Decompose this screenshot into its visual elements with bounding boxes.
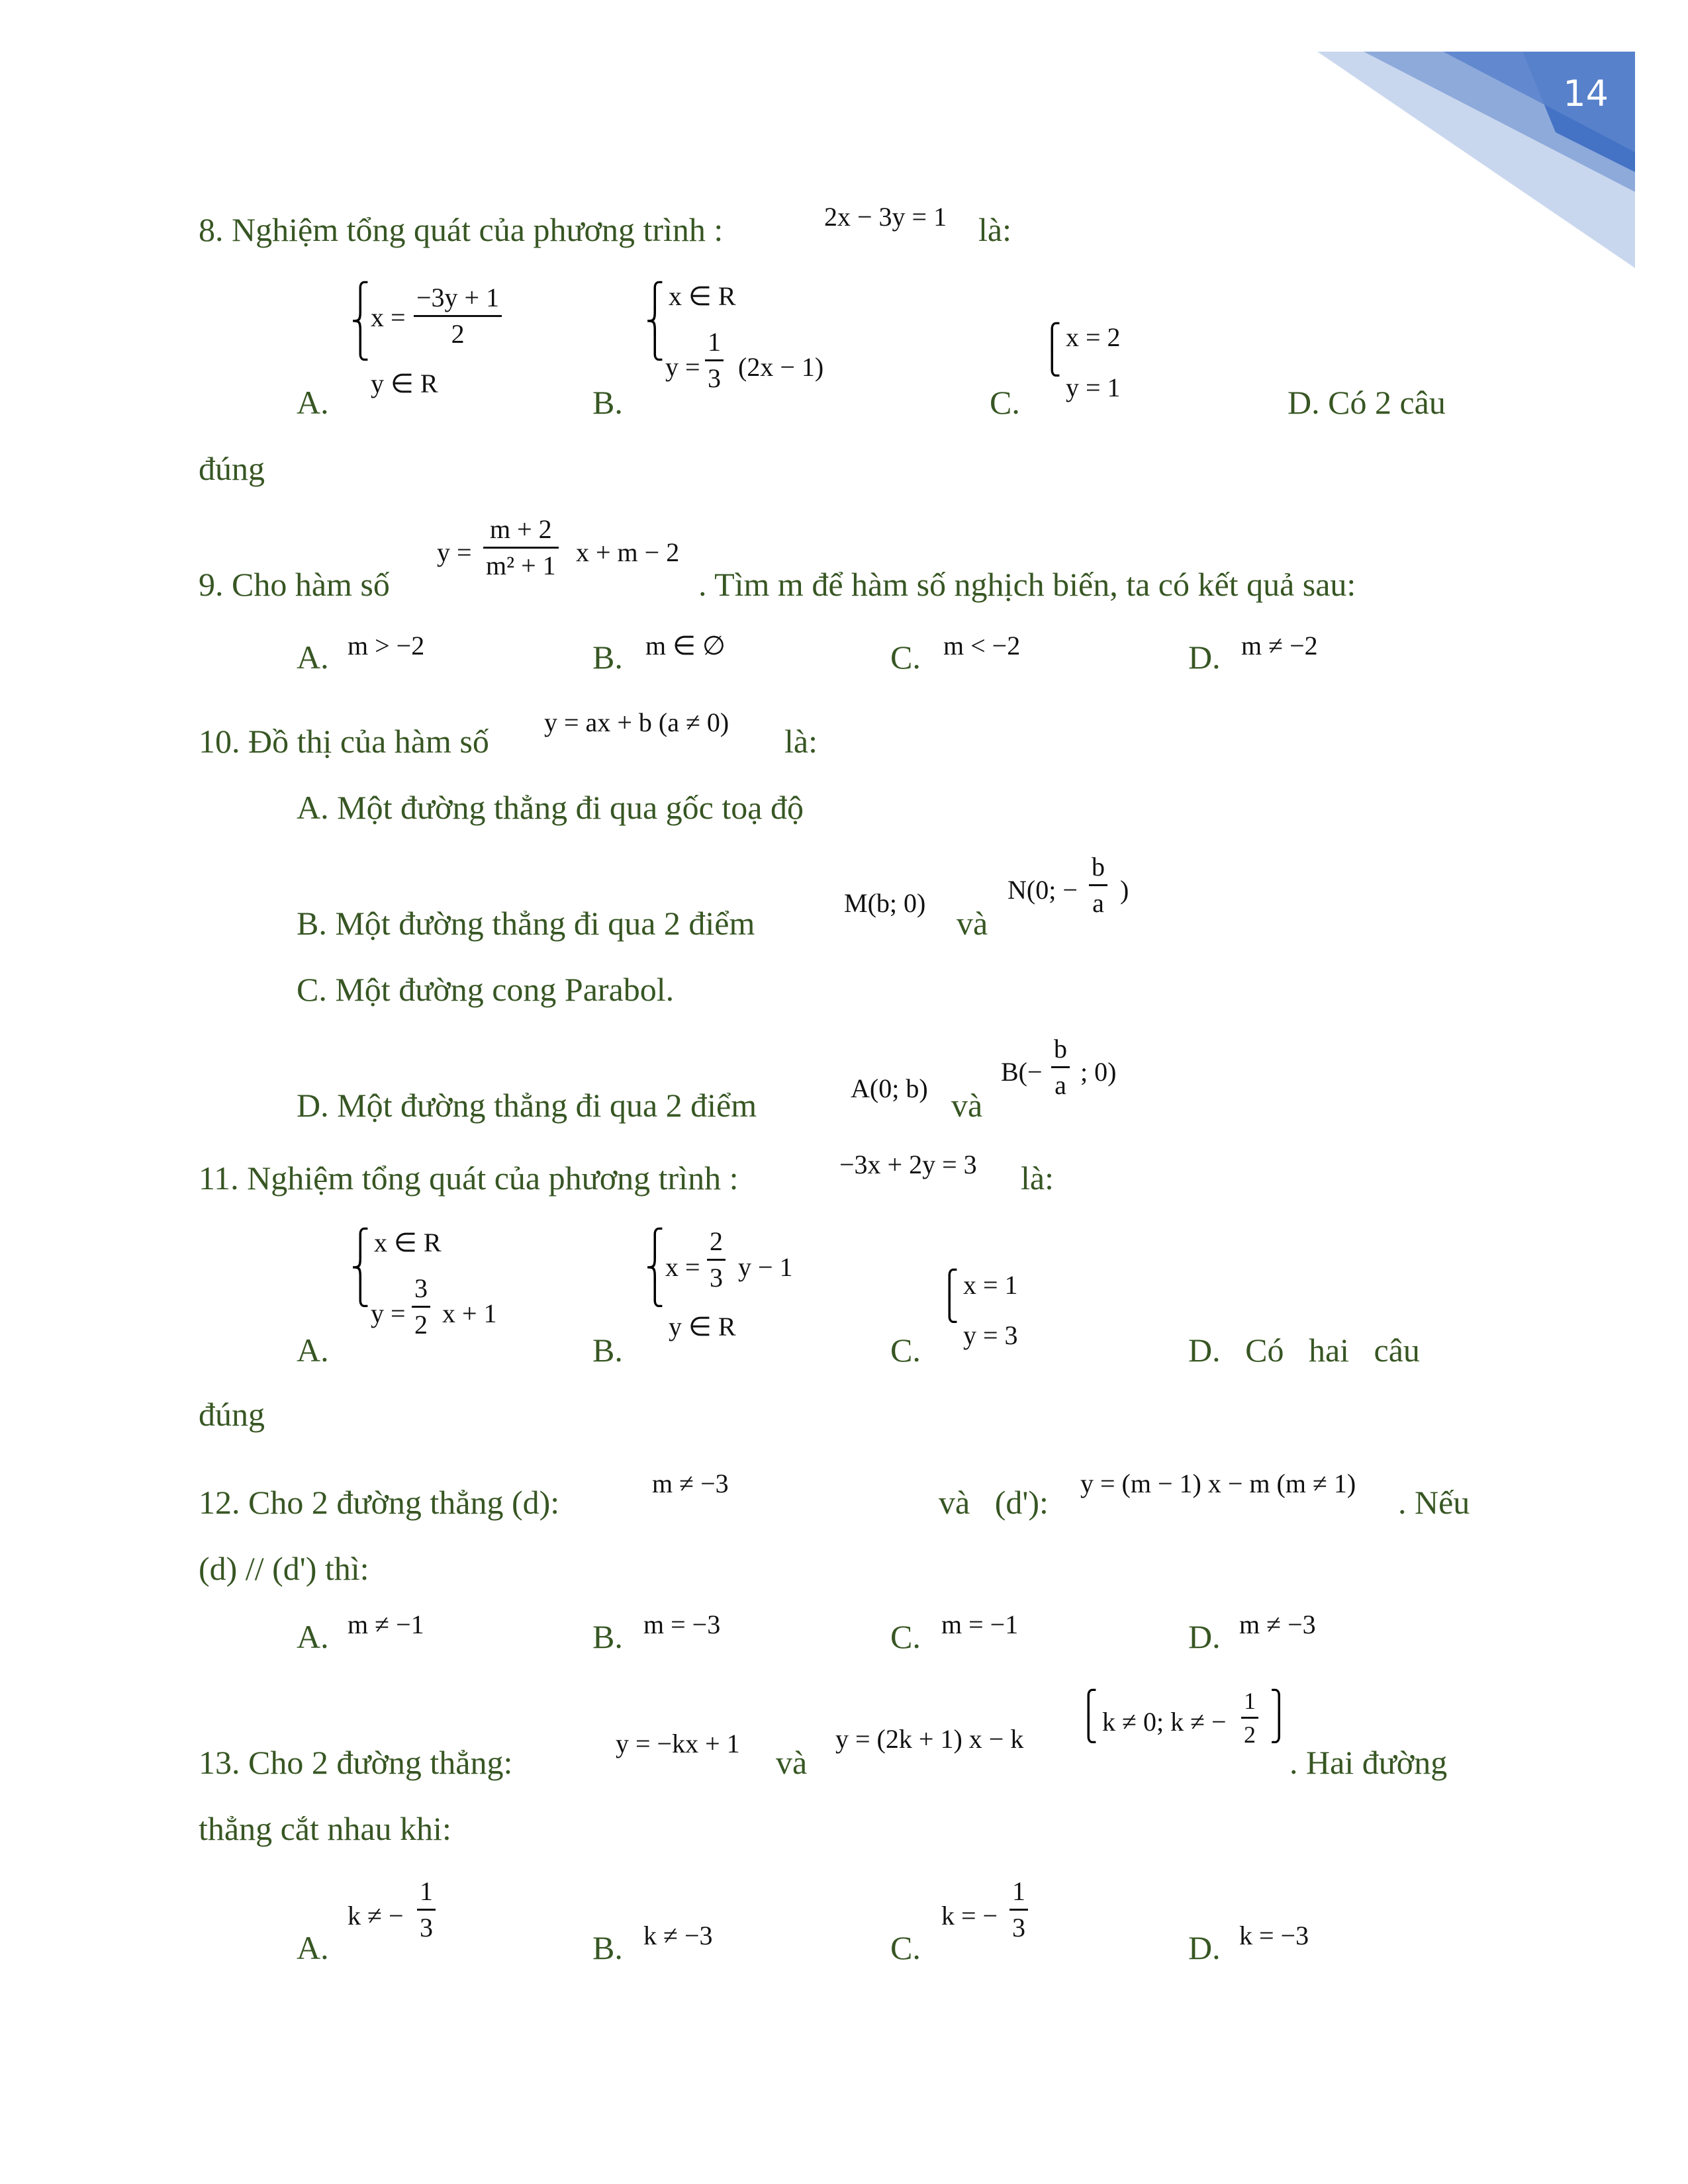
q10-option-b-num: b bbox=[1092, 852, 1105, 882]
q11-suffix: là: bbox=[1021, 1160, 1054, 1197]
q13-condition-num: 1 bbox=[1244, 1688, 1256, 1714]
q13-option-c-fraction bbox=[1009, 1878, 1028, 1941]
q11-option-c-label: C. bbox=[890, 1332, 921, 1369]
q10-option-d-den: a bbox=[1055, 1070, 1066, 1100]
q10-option-d-text: D. Một đường thẳng đi qua 2 điểm bbox=[297, 1087, 757, 1124]
q10-option-c: C. Một đường cong Parabol. bbox=[297, 971, 675, 1008]
q11-option-a-rest: x + 1 bbox=[442, 1298, 497, 1328]
q13-option-a-lhs: k ≠ − bbox=[348, 1901, 404, 1931]
q9-eq-rest: x + m − 2 bbox=[576, 537, 680, 567]
q10-option-b-point-n-rhs: ) bbox=[1120, 875, 1129, 905]
q10-option-d-va: và bbox=[951, 1087, 983, 1124]
q12-suffix: . Nếu bbox=[1398, 1484, 1470, 1521]
q11-option-a-num: 3 bbox=[414, 1273, 428, 1303]
q12-line2: (d) // (d') thì: bbox=[199, 1550, 369, 1587]
q12-option-d-label: D. bbox=[1188, 1618, 1221, 1655]
q8-option-c-eq2: y = 1 bbox=[1066, 373, 1121, 402]
q13-option-a-den: 3 bbox=[420, 1913, 433, 1942]
q13-condition-brace-right: ⎫ ⎭ bbox=[1270, 1689, 1289, 1743]
q13-option-a-num: 1 bbox=[420, 1876, 433, 1906]
q10-option-b-va: và bbox=[957, 905, 988, 942]
q11-option-a-eq1: x ∈ R bbox=[374, 1228, 442, 1257]
q13-va: và bbox=[776, 1744, 808, 1781]
q10-prefix: 10. Đồ thị của hàm số bbox=[199, 723, 489, 760]
q13-suffix: . Hai đường bbox=[1289, 1744, 1448, 1781]
q8-option-c-brace: ⎧ ⎩ bbox=[1043, 322, 1062, 377]
q9-prefix: 9. Cho hàm số bbox=[199, 566, 390, 603]
q11-option-b-eq2: y ∈ R bbox=[669, 1312, 736, 1342]
q9-option-b: m ∈ ∅ bbox=[645, 631, 726, 660]
q8-option-b-lhs: y = bbox=[665, 352, 700, 382]
q12-option-c-label: C. bbox=[890, 1618, 921, 1655]
q10-option-b-text: B. Một đường thẳng đi qua 2 điểm bbox=[297, 905, 755, 942]
q13-equation-1: y = −kx + 1 bbox=[616, 1729, 740, 1758]
q9-option-b-label: B. bbox=[592, 639, 623, 676]
q8-option-a-fraction bbox=[414, 285, 502, 347]
q13-line2: thẳng cắt nhau khi: bbox=[199, 1810, 451, 1847]
q11-option-a-fraction bbox=[412, 1275, 430, 1338]
q13-equation-2: y = (2k + 1) x − k bbox=[835, 1724, 1024, 1754]
q9-option-c-label: C. bbox=[890, 639, 921, 676]
q8-option-a-label: A. bbox=[297, 384, 329, 421]
q13-condition-fraction bbox=[1241, 1689, 1258, 1747]
q11-wrap: đúng bbox=[199, 1396, 265, 1433]
q11-option-a-den: 2 bbox=[414, 1310, 428, 1340]
q12-line-d-equation: m ≠ −3 bbox=[652, 1469, 729, 1498]
q12-line-d2-equation: y = (m − 1) x − m (m ≠ 1) bbox=[1080, 1469, 1356, 1498]
q10-suffix: là: bbox=[784, 723, 818, 760]
q11-option-a-lhs: y = bbox=[371, 1298, 406, 1328]
q13-condition-lhs: k ≠ 0; k ≠ − bbox=[1102, 1707, 1227, 1737]
q12-option-a-label: A. bbox=[297, 1618, 329, 1655]
q8-prefix: 8. Nghiệm tổng quát của phương trình : bbox=[199, 211, 724, 248]
q12-option-c: m = −1 bbox=[941, 1610, 1019, 1639]
q12-va: và (d'): bbox=[939, 1484, 1049, 1521]
q8-option-a-brace: ⎧ ⎨ ⎩ bbox=[351, 281, 370, 361]
q12-option-a: m ≠ −1 bbox=[348, 1610, 424, 1639]
q13-option-c-label: C. bbox=[890, 1929, 921, 1966]
q12-option-d: m ≠ −3 bbox=[1239, 1610, 1316, 1639]
q10-option-d-point-b-rhs: ; 0) bbox=[1080, 1057, 1117, 1087]
q8-option-b-fraction bbox=[705, 329, 724, 392]
q8-option-a-num: −3y + 1 bbox=[416, 283, 500, 312]
q11-option-b-rest: y − 1 bbox=[738, 1252, 793, 1282]
q13-option-d: k = −3 bbox=[1239, 1921, 1309, 1950]
q12-option-b-label: B. bbox=[592, 1618, 623, 1655]
q9-option-d-label: D. bbox=[1188, 639, 1221, 676]
q11-option-b-lhs: x = bbox=[665, 1252, 700, 1282]
q11-option-c-eq1: x = 1 bbox=[963, 1270, 1018, 1300]
q8-option-a-den: 2 bbox=[451, 319, 465, 349]
q9-option-c: m < −2 bbox=[943, 631, 1021, 660]
q8-option-b-brace: ⎧ ⎨ ⎩ bbox=[645, 281, 665, 361]
q9-option-a: m > −2 bbox=[348, 631, 425, 660]
q8-option-b-rest: (2x − 1) bbox=[738, 352, 824, 382]
q8-option-a-lhs: x = bbox=[371, 302, 406, 332]
q8-option-b-eq1: x ∈ R bbox=[669, 281, 736, 311]
q9-option-d: m ≠ −2 bbox=[1241, 631, 1318, 660]
q11-option-a-brace: ⎧ ⎨ ⎩ bbox=[351, 1228, 370, 1307]
q12-prefix: 12. Cho 2 đường thẳng (d): bbox=[199, 1484, 560, 1521]
q9-fraction bbox=[483, 516, 559, 579]
q10-option-a: A. Một đường thẳng đi qua gốc toạ độ bbox=[297, 789, 804, 826]
q8-option-c-eq1: x = 2 bbox=[1066, 322, 1121, 352]
q13-prefix: 13. Cho 2 đường thẳng: bbox=[199, 1744, 513, 1781]
q11-option-b-den: 3 bbox=[710, 1263, 723, 1293]
page-number: 14 bbox=[1563, 73, 1609, 114]
q8-option-d: D. Có 2 câu bbox=[1288, 384, 1446, 421]
q13-option-a-label: A. bbox=[297, 1929, 329, 1966]
q8-equation: 2x − 3y = 1 bbox=[824, 202, 947, 232]
q10-option-d-point-b-lhs: B(− bbox=[1001, 1057, 1043, 1087]
q10-option-d-point-a: A(0; b) bbox=[851, 1073, 928, 1103]
q8-suffix: là: bbox=[978, 211, 1011, 248]
q11-equation: −3x + 2y = 3 bbox=[839, 1150, 977, 1179]
q11-option-b-num: 2 bbox=[710, 1226, 723, 1256]
q8-option-b-den: 3 bbox=[708, 363, 721, 393]
q12-option-b: m = −3 bbox=[643, 1610, 721, 1639]
q11-option-d: D. Có hai câu bbox=[1188, 1332, 1420, 1369]
q9-eq-lhs: y = bbox=[437, 537, 472, 567]
q10-equation: y = ax + b (a ≠ 0) bbox=[544, 707, 729, 737]
q10-option-d-num: b bbox=[1054, 1034, 1067, 1064]
q13-option-c-num: 1 bbox=[1012, 1876, 1025, 1906]
q11-option-b-fraction bbox=[707, 1228, 726, 1291]
q13-option-c-lhs: k = − bbox=[941, 1901, 998, 1931]
q11-option-c-brace: ⎧ ⎩ bbox=[940, 1269, 959, 1323]
q10-option-d-fraction bbox=[1051, 1036, 1070, 1099]
q10-option-b-point-n-lhs: N(0; − bbox=[1008, 875, 1078, 905]
q13-condition-den: 2 bbox=[1244, 1721, 1256, 1748]
q11-option-a-label: A. bbox=[297, 1332, 329, 1369]
q11-prefix: 11. Nghiệm tổng quát của phương trình : bbox=[199, 1160, 739, 1197]
q13-option-a-fraction bbox=[417, 1878, 436, 1941]
q8-option-a-eq2: y ∈ R bbox=[371, 369, 438, 398]
q10-option-b-fraction bbox=[1089, 854, 1107, 917]
q8-option-b-num: 1 bbox=[708, 327, 721, 357]
q13-condition-brace-left: ⎧ ⎩ bbox=[1079, 1689, 1098, 1743]
q9-suffix: . Tìm m để hàm số nghịch biến, ta có kết quả sau: bbox=[698, 566, 1356, 603]
q13-option-d-label: D. bbox=[1188, 1929, 1221, 1966]
q8-option-c-label: C. bbox=[990, 384, 1020, 421]
q8-wrap: đúng bbox=[199, 450, 265, 487]
q10-option-b-den: a bbox=[1092, 888, 1104, 918]
q8-option-b-label: B. bbox=[592, 384, 623, 421]
q11-option-b-brace: ⎧ ⎨ ⎩ bbox=[645, 1228, 665, 1307]
q9-option-a-label: A. bbox=[297, 639, 329, 676]
q13-option-c-den: 3 bbox=[1012, 1913, 1025, 1942]
q13-option-b: k ≠ −3 bbox=[643, 1921, 713, 1950]
q11-option-c-eq2: y = 3 bbox=[963, 1320, 1018, 1350]
q11-option-b-label: B. bbox=[592, 1332, 623, 1369]
q10-option-b-point-m: M(b; 0) bbox=[844, 888, 926, 918]
q9-num: m + 2 bbox=[490, 514, 552, 544]
q9-den: m² + 1 bbox=[486, 551, 556, 580]
q13-option-b-label: B. bbox=[592, 1929, 623, 1966]
